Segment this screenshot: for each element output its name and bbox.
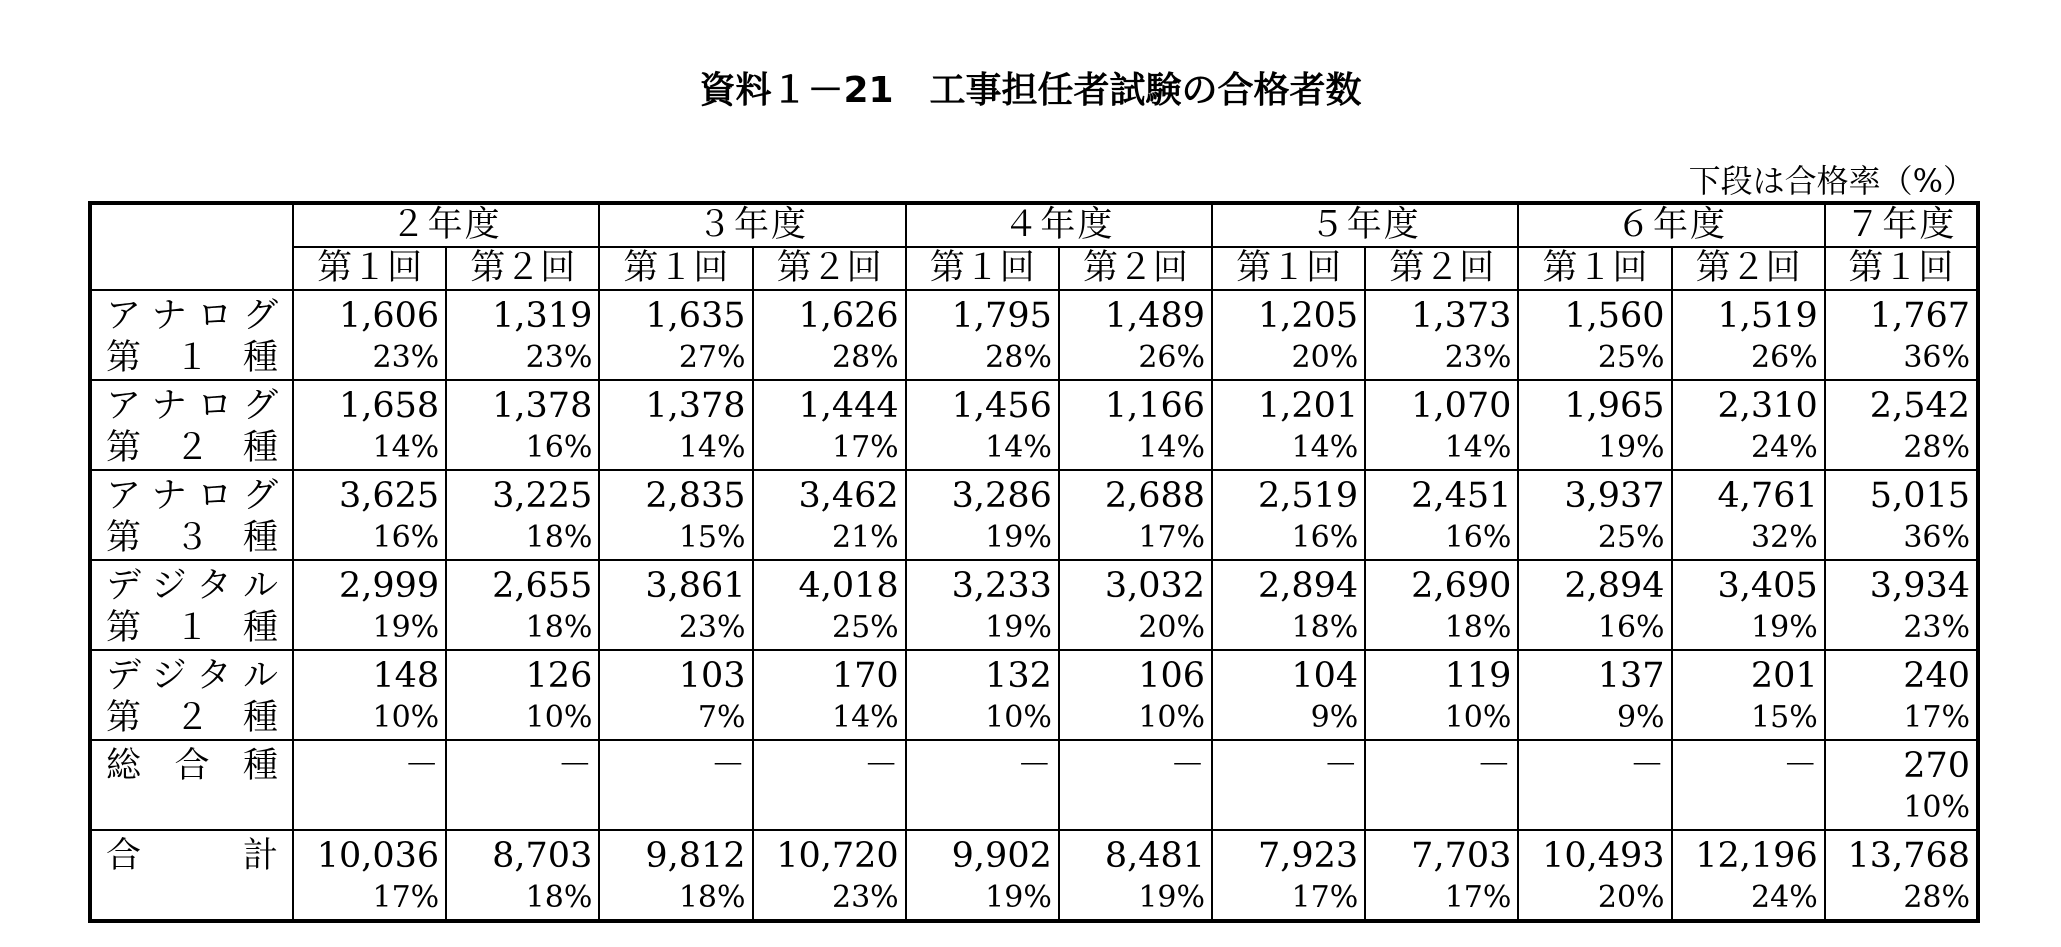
year-header: ６年度 xyxy=(1518,203,1824,247)
pass-count: 1,070 xyxy=(1411,386,1512,426)
value-cell xyxy=(1825,380,1978,470)
value-cell xyxy=(1518,290,1671,380)
table-row xyxy=(90,740,1978,830)
pass-rate xyxy=(1060,787,1205,829)
pass-count: 3,233 xyxy=(951,566,1052,606)
pass-rate: 14% xyxy=(678,430,746,465)
row-label xyxy=(90,380,293,470)
pass-count: － xyxy=(1782,746,1818,786)
pass-rate: 36% xyxy=(1903,520,1970,555)
value-cell xyxy=(1212,830,1365,921)
value-cell xyxy=(1825,560,1978,650)
pass-count: 1,166 xyxy=(1104,386,1206,426)
value-cell xyxy=(1672,380,1825,470)
pass-count: 2,451 xyxy=(1411,476,1512,516)
pass-rate: 23% xyxy=(678,610,746,645)
pass-count: 3,937 xyxy=(1564,476,1665,516)
pass-rate: 15% xyxy=(678,520,746,555)
row-label-line: 総合種 xyxy=(106,746,278,786)
pass-count: 2,999 xyxy=(338,566,440,606)
pass-count: 119 xyxy=(1444,656,1512,696)
round-header: 第１回 xyxy=(906,247,1059,290)
row-label-line: 第３種 xyxy=(106,518,278,558)
round-header: 第１回 xyxy=(1212,247,1365,290)
pass-count: 8,481 xyxy=(1104,836,1206,876)
pass-rate: 14% xyxy=(1291,430,1359,465)
value-cell xyxy=(1672,560,1825,650)
round-header: 第２回 xyxy=(753,247,906,290)
value-cell xyxy=(1518,830,1671,921)
value-cell xyxy=(1059,290,1212,380)
value-cell xyxy=(906,830,1059,921)
pass-count: 1,767 xyxy=(1869,296,1970,336)
pass-rate: 9% xyxy=(1616,700,1665,735)
value-cell xyxy=(1518,470,1671,560)
value-cell xyxy=(1059,380,1212,470)
value-cell xyxy=(446,560,599,650)
pass-count: － xyxy=(1170,746,1206,786)
value-cell xyxy=(906,740,1059,830)
pass-count: 1,444 xyxy=(798,386,899,426)
row-label xyxy=(90,740,293,830)
value-cell xyxy=(1365,560,1518,650)
value-cell xyxy=(1212,740,1365,830)
row-label-line: アナログ xyxy=(106,386,278,426)
value-cell xyxy=(1825,650,1978,740)
value-cell xyxy=(599,650,752,740)
pass-count: 1,378 xyxy=(645,386,746,426)
pass-count: 3,934 xyxy=(1869,566,1970,606)
pass-rate: 25% xyxy=(832,610,899,645)
pass-rate: 20% xyxy=(1291,340,1359,375)
pass-rate: 10% xyxy=(985,700,1052,735)
pass-count: 9,902 xyxy=(951,836,1052,876)
round-header: 第１回 xyxy=(1518,247,1671,290)
pass-count: 4,018 xyxy=(798,566,899,606)
pass-count: 13,768 xyxy=(1847,836,1970,876)
pass-count: 137 xyxy=(1597,656,1665,696)
value-cell xyxy=(599,470,752,560)
pass-rate: 28% xyxy=(1903,430,1970,465)
pass-count: 3,225 xyxy=(492,476,593,516)
pass-rate xyxy=(447,787,592,829)
value-cell xyxy=(753,290,906,380)
value-cell xyxy=(293,380,446,470)
value-cell xyxy=(753,560,906,650)
pass-rate: 18% xyxy=(678,880,746,915)
pass-rate: 18% xyxy=(525,610,593,645)
row-label-line: デジタル xyxy=(106,656,278,696)
pass-rate: 25% xyxy=(1597,520,1665,555)
pass-rate: 14% xyxy=(1444,430,1512,465)
pass-rate xyxy=(907,787,1052,829)
year-header: ７年度 xyxy=(1825,203,1978,247)
corner-cell xyxy=(90,247,293,290)
row-label-line: 第１種 xyxy=(106,338,278,378)
pass-count: 1,519 xyxy=(1717,296,1818,336)
pass-rate: 25% xyxy=(1597,340,1665,375)
value-cell xyxy=(1212,290,1365,380)
value-cell xyxy=(1672,830,1825,921)
pass-count: － xyxy=(1016,746,1052,786)
pass-rate: 14% xyxy=(1138,430,1206,465)
pass-rate xyxy=(1213,787,1358,829)
value-cell xyxy=(1365,380,1518,470)
value-cell xyxy=(906,560,1059,650)
table-row xyxy=(90,650,1978,740)
value-cell xyxy=(1365,830,1518,921)
pass-count: 170 xyxy=(831,656,899,696)
round-header: 第１回 xyxy=(599,247,752,290)
value-cell xyxy=(753,470,906,560)
row-label-line: アナログ xyxy=(106,476,278,516)
row-label xyxy=(90,560,293,650)
pass-rate: 28% xyxy=(832,340,899,375)
value-cell xyxy=(1825,470,1978,560)
row-label xyxy=(90,290,293,380)
pass-rate xyxy=(754,787,899,829)
pass-rate: 26% xyxy=(1751,340,1818,375)
year-header: ４年度 xyxy=(906,203,1212,247)
value-cell xyxy=(1365,470,1518,560)
pass-rate: 14% xyxy=(832,700,899,735)
pass-count: － xyxy=(404,746,440,786)
table-note: 下段は合格率（%） xyxy=(1688,162,1975,200)
pass-count: 4,761 xyxy=(1717,476,1818,516)
row-label-line: 合計 xyxy=(106,836,278,876)
pass-count: － xyxy=(557,746,593,786)
pass-count: 148 xyxy=(372,656,440,696)
pass-count: 106 xyxy=(1138,656,1206,696)
corner-cell xyxy=(90,203,293,247)
pass-rate: 16% xyxy=(372,520,440,555)
round-header: 第２回 xyxy=(446,247,599,290)
value-cell xyxy=(1212,650,1365,740)
pass-count: 7,703 xyxy=(1411,836,1512,876)
table-row xyxy=(90,830,1978,921)
pass-rate: 23% xyxy=(372,340,440,375)
pass-rate: 10% xyxy=(1138,700,1206,735)
pass-rate: 17% xyxy=(1903,700,1970,735)
pass-count: 3,462 xyxy=(798,476,899,516)
pass-count: 2,894 xyxy=(1564,566,1665,606)
value-cell xyxy=(599,290,752,380)
pass-rate xyxy=(294,787,439,829)
value-cell xyxy=(293,470,446,560)
round-header: 第１回 xyxy=(1825,247,1978,290)
year-header: ２年度 xyxy=(293,203,599,247)
value-cell xyxy=(599,740,752,830)
pass-rate: 16% xyxy=(1444,520,1512,555)
pass-count: 2,835 xyxy=(645,476,746,516)
value-cell xyxy=(1825,290,1978,380)
pass-rate: 19% xyxy=(1751,610,1818,645)
pass-rate: 17% xyxy=(832,430,899,465)
value-cell xyxy=(293,830,446,921)
pass-rate: 16% xyxy=(1291,520,1359,555)
pass-rate: 32% xyxy=(1751,520,1818,555)
value-cell xyxy=(446,380,599,470)
pass-rate: 27% xyxy=(678,340,746,375)
pass-rate: 19% xyxy=(985,880,1052,915)
value-cell xyxy=(1518,560,1671,650)
pass-rate: 23% xyxy=(832,880,899,915)
pass-rate: 19% xyxy=(985,520,1052,555)
value-cell xyxy=(1059,740,1212,830)
pass-rate: 19% xyxy=(372,610,440,645)
pass-rate: 20% xyxy=(1597,880,1665,915)
value-cell xyxy=(293,740,446,830)
value-cell xyxy=(1672,470,1825,560)
year-header: ３年度 xyxy=(599,203,905,247)
pass-rate: 9% xyxy=(1310,700,1359,735)
pass-rate xyxy=(1673,787,1818,829)
pass-rate xyxy=(600,787,745,829)
value-cell xyxy=(1212,560,1365,650)
pass-rate: 17% xyxy=(1138,520,1206,555)
pass-count: 5,015 xyxy=(1869,476,1970,516)
pass-count: 2,310 xyxy=(1717,386,1818,426)
pass-count: 2,688 xyxy=(1104,476,1206,516)
pass-count: 3,286 xyxy=(951,476,1052,516)
pass-rate: 17% xyxy=(1291,880,1359,915)
value-cell xyxy=(599,560,752,650)
pass-count: 240 xyxy=(1903,656,1970,696)
pass-rate: 36% xyxy=(1903,340,1970,375)
pass-count: 1,635 xyxy=(645,296,746,336)
pass-rate: 10% xyxy=(1903,790,1970,825)
pass-count: 1,373 xyxy=(1411,296,1512,336)
table-row xyxy=(90,560,1978,650)
pass-count: 9,812 xyxy=(645,836,746,876)
pass-count: 12,196 xyxy=(1695,836,1818,876)
value-cell xyxy=(599,380,752,470)
value-cell xyxy=(599,830,752,921)
pass-count: 3,405 xyxy=(1717,566,1818,606)
pass-count: 2,542 xyxy=(1869,386,1970,426)
pass-rate: 14% xyxy=(985,430,1052,465)
pass-rate: 21% xyxy=(832,520,899,555)
pass-count: － xyxy=(1323,746,1359,786)
row-label-line: 第２種 xyxy=(106,698,278,738)
round-header-row xyxy=(90,247,1978,290)
value-cell xyxy=(293,560,446,650)
pass-count: 270 xyxy=(1903,746,1970,786)
row-label xyxy=(90,830,293,921)
value-cell xyxy=(446,830,599,921)
pass-count: 2,690 xyxy=(1411,566,1512,606)
round-header: 第２回 xyxy=(1059,247,1212,290)
value-cell xyxy=(293,650,446,740)
pass-count: 10,720 xyxy=(776,836,899,876)
pass-rate: 19% xyxy=(985,610,1052,645)
pass-rate: 17% xyxy=(372,880,440,915)
pass-count: 3,861 xyxy=(645,566,746,606)
row-label-line: 第２種 xyxy=(106,428,278,468)
pass-count: 2,519 xyxy=(1258,476,1359,516)
pass-count: 1,658 xyxy=(338,386,440,426)
pass-count: 126 xyxy=(525,656,593,696)
pass-count: 1,456 xyxy=(951,386,1052,426)
pass-count: 201 xyxy=(1750,656,1818,696)
pass-count: 103 xyxy=(678,656,746,696)
pass-rate: 10% xyxy=(525,700,593,735)
value-cell xyxy=(1518,740,1671,830)
pass-rate: 14% xyxy=(372,430,440,465)
value-cell xyxy=(753,650,906,740)
row-label-line: デジタル xyxy=(106,566,278,606)
value-cell xyxy=(906,290,1059,380)
pass-count: 1,378 xyxy=(492,386,593,426)
value-cell xyxy=(446,740,599,830)
value-cell xyxy=(1059,560,1212,650)
value-cell xyxy=(446,470,599,560)
pass-count: 104 xyxy=(1291,656,1359,696)
pass-count: 132 xyxy=(985,656,1052,696)
value-cell xyxy=(753,830,906,921)
pass-rate: 23% xyxy=(1444,340,1512,375)
value-cell xyxy=(1059,650,1212,740)
round-header: 第２回 xyxy=(1672,247,1825,290)
pass-count: 2,655 xyxy=(492,566,593,606)
value-cell xyxy=(1672,290,1825,380)
pass-rate: 23% xyxy=(525,340,593,375)
pass-count: 1,205 xyxy=(1258,296,1359,336)
value-cell xyxy=(1365,650,1518,740)
pass-count: 3,032 xyxy=(1104,566,1206,606)
pass-rate: 7% xyxy=(697,700,746,735)
pass-rate: 18% xyxy=(1444,610,1512,645)
value-cell xyxy=(1365,290,1518,380)
round-header: 第２回 xyxy=(1365,247,1518,290)
year-header: ５年度 xyxy=(1212,203,1518,247)
value-cell xyxy=(1059,830,1212,921)
row-label-line: アナログ xyxy=(106,296,278,336)
value-cell xyxy=(1059,470,1212,560)
pass-count: － xyxy=(1629,746,1665,786)
value-cell xyxy=(1825,740,1978,830)
pass-count: 3,625 xyxy=(338,476,440,516)
pass-rate xyxy=(1519,787,1664,829)
value-cell xyxy=(1672,650,1825,740)
pass-rate: 23% xyxy=(1903,610,1970,645)
value-cell xyxy=(1212,380,1365,470)
pass-rate: 28% xyxy=(985,340,1052,375)
value-cell xyxy=(753,380,906,470)
pass-rate: 20% xyxy=(1138,610,1206,645)
pass-count: 10,493 xyxy=(1542,836,1665,876)
pass-rate: 15% xyxy=(1751,700,1818,735)
page-title: 資料１－21 工事担任者試験の合格者数 xyxy=(699,70,1362,111)
value-cell xyxy=(446,290,599,380)
pass-rate: 18% xyxy=(1291,610,1359,645)
table-row xyxy=(90,290,1978,380)
pass-rate xyxy=(1366,787,1511,829)
pass-rate: 10% xyxy=(372,700,440,735)
value-cell xyxy=(293,290,446,380)
pass-rate: 10% xyxy=(1444,700,1512,735)
row-label-line: 第１種 xyxy=(106,608,278,648)
pass-count: 1,489 xyxy=(1104,296,1206,336)
value-cell xyxy=(1518,650,1671,740)
pass-rate: 16% xyxy=(525,430,593,465)
pass-rate: 19% xyxy=(1138,880,1206,915)
year-header-row xyxy=(90,203,1978,247)
pass-count: 1,626 xyxy=(798,296,899,336)
pass-count: 2,894 xyxy=(1258,566,1359,606)
pass-count: － xyxy=(710,746,746,786)
pass-rate: 24% xyxy=(1751,880,1818,915)
value-cell xyxy=(1672,740,1825,830)
pass-count: 1,319 xyxy=(492,296,593,336)
pass-rate: 18% xyxy=(525,520,593,555)
pass-rate: 24% xyxy=(1751,430,1818,465)
pass-rate: 18% xyxy=(525,880,593,915)
value-cell xyxy=(1825,830,1978,921)
pass-rate: 17% xyxy=(1444,880,1512,915)
row-label xyxy=(90,470,293,560)
pass-count: 8,703 xyxy=(492,836,593,876)
pass-count: － xyxy=(1476,746,1512,786)
value-cell xyxy=(1212,470,1365,560)
pass-count: 10,036 xyxy=(316,836,440,876)
pass-rate: 19% xyxy=(1597,430,1665,465)
pass-count: 1,201 xyxy=(1258,386,1359,426)
pass-count: － xyxy=(863,746,899,786)
pass-count: 1,795 xyxy=(951,296,1052,336)
pass-rate: 26% xyxy=(1138,340,1206,375)
value-cell xyxy=(1518,380,1671,470)
pass-count: 7,923 xyxy=(1258,836,1359,876)
pass-count: 1,606 xyxy=(338,296,440,336)
pass-count: 1,560 xyxy=(1564,296,1665,336)
pass-count-table xyxy=(88,201,1980,923)
row-label xyxy=(90,650,293,740)
table-row xyxy=(90,380,1978,470)
value-cell xyxy=(446,650,599,740)
value-cell xyxy=(753,740,906,830)
table-row xyxy=(90,470,1978,560)
value-cell xyxy=(1365,740,1518,830)
value-cell xyxy=(906,650,1059,740)
value-cell xyxy=(906,470,1059,560)
pass-rate: 28% xyxy=(1903,880,1970,915)
pass-rate: 16% xyxy=(1597,610,1665,645)
round-header: 第１回 xyxy=(293,247,446,290)
value-cell xyxy=(906,380,1059,470)
pass-count: 1,965 xyxy=(1564,386,1665,426)
